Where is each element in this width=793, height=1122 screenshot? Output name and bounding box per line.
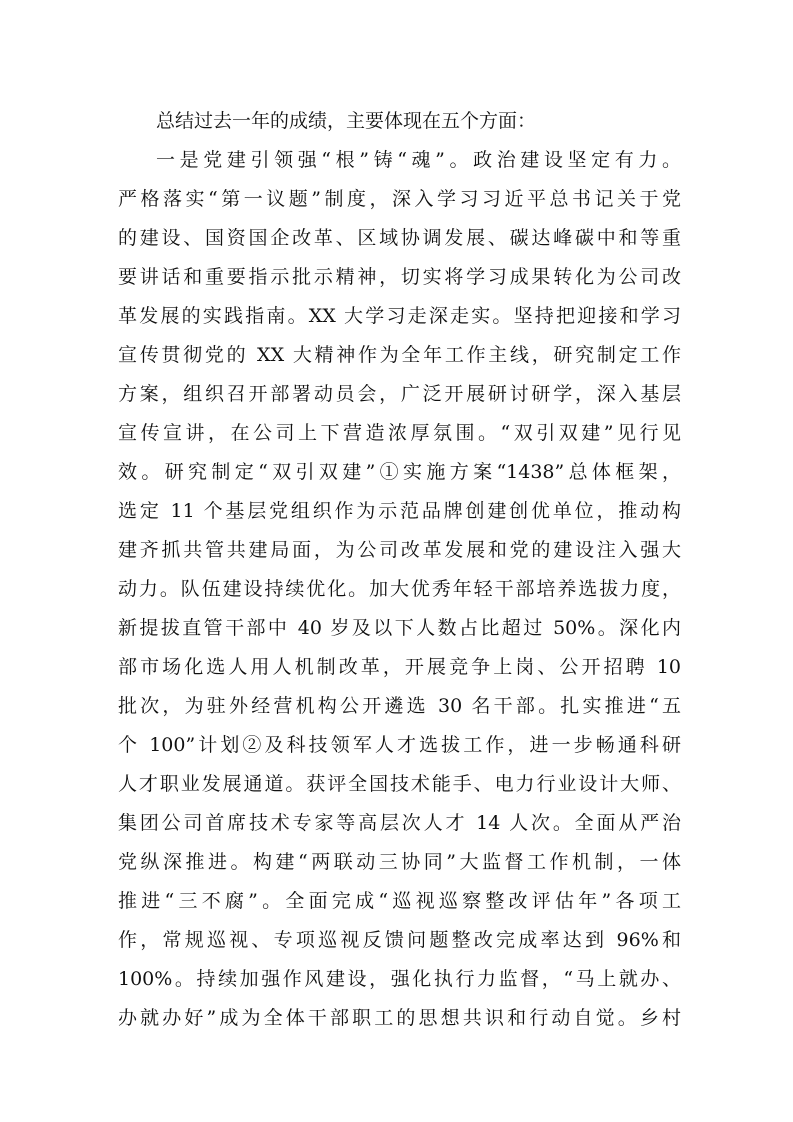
paragraph-line: 100%。持续加强作风建设，强化执行力监督，“马上就办、 [118,968,681,990]
paragraph-line: 作，常规巡视、专项巡视反馈问题整改完成率达到 96%和 [118,929,681,951]
paragraph-line: 个 100”计划②及科技领军人才选拔工作，进一步畅通科研 [118,734,681,756]
paragraph-line: 新提拔直管干部中 40 岁及以下人数占比超过 50%。深化内 [118,617,681,639]
paragraph-line: 办就办好”成为全体干部职工的思想共识和行动自觉。乡村 [118,1007,681,1029]
paragraph-line: 推进“三不腐”。全面完成“巡视巡察整改评估年”各项工 [118,890,681,912]
paragraph-line: 宣传宣讲，在公司上下营造浓厚氛围。“双引双建”见行见 [118,422,681,444]
paragraph-line: 动力。队伍建设持续优化。加大优秀年轻干部培养选拔力度， [118,578,681,600]
paragraph-line: 人才职业发展通道。获评全国技术能手、电力行业设计大师、 [118,773,681,795]
paragraph-line: 严格落实“第一议题”制度，深入学习习近平总书记关于党 [118,188,681,210]
paragraph-line: 的建设、国资国企改革、区域协调发展、碳达峰碳中和等重 [118,227,681,249]
paragraph-line: 宣传贯彻党的 XX 大精神作为全年工作主线，研究制定工作 [118,344,681,366]
paragraph-line: 选定 11 个基层党组织作为示范品牌创建创优单位，推动构 [118,500,681,522]
paragraph-line: 建齐抓共管共建局面，为公司改革发展和党的建设注入强大 [118,539,681,561]
paragraph-line: 要讲话和重要指示批示精神，切实将学习成果转化为公司改 [118,266,681,288]
body-text [118,102,681,1038]
paragraph-line: 革发展的实践指南。XX 大学习走深走实。坚持把迎接和学习 [118,305,681,327]
paragraph-line: 部市场化选人用人机制改革，开展竞争上岗、公开招聘 10 [118,656,681,678]
paragraph-line: 集团公司首席技术专家等高层次人才 14 人次。全面从严治 [118,812,681,834]
paragraph-line: 批次，为驻外经营机构公开遴选 30 名干部。扎实推进“五 [118,695,681,717]
paragraph-intro-line: 总结过去一年的成绩，主要体现在五个方面： [156,110,537,132]
paragraph-line: 一是党建引领强“根”铸“魂”。政治建设坚定有力。 [156,149,681,171]
paragraph-line: 党纵深推进。构建“两联动三协同”大监督工作机制，一体 [118,851,681,873]
paragraph-line: 方案，组织召开部署动员会，广泛开展研讨研学，深入基层 [118,383,681,405]
paragraph-line: 效。研究制定“双引双建”①实施方案“1438”总体框架， [118,461,681,483]
